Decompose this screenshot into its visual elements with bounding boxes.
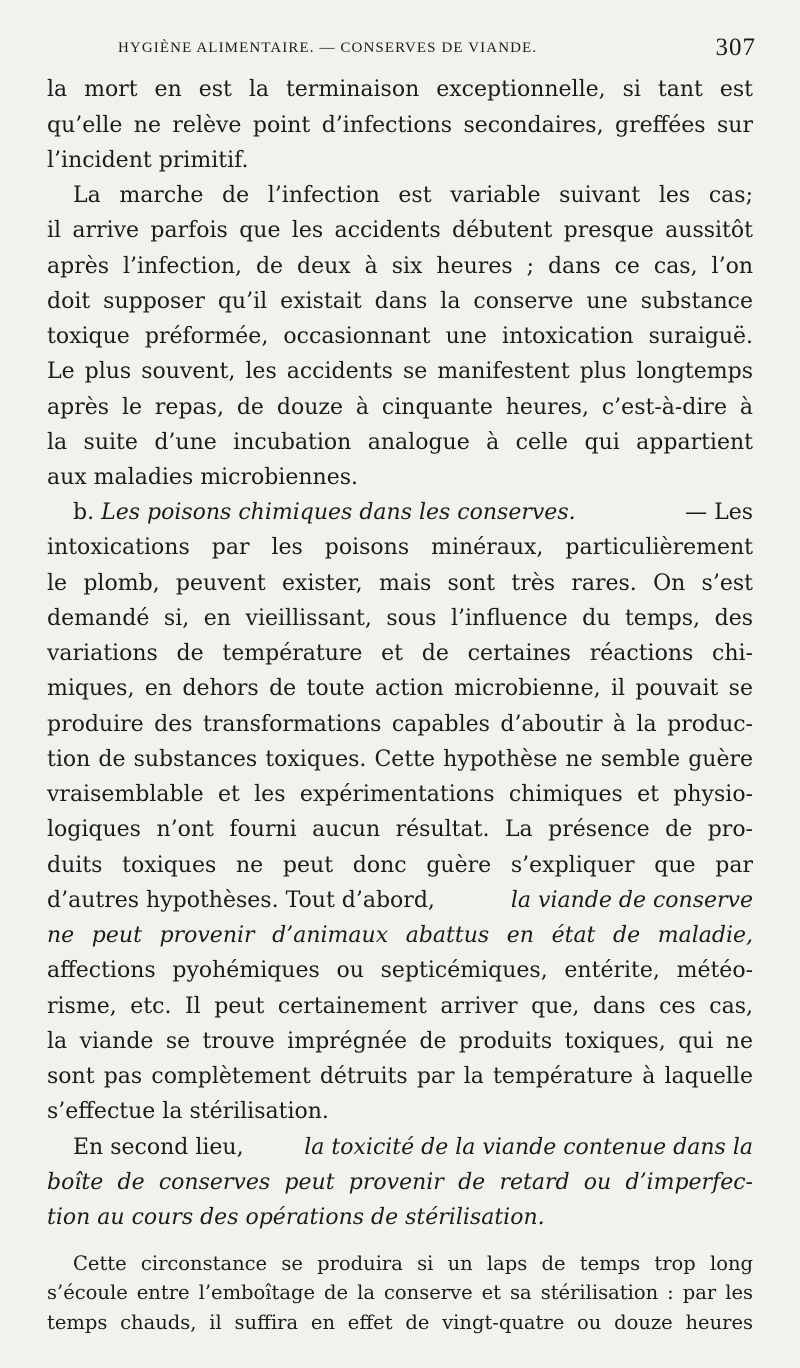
text-line: toxique préformée, occasionnant une intoxication suraiguë. bbox=[47, 324, 753, 349]
text-line: s’effectue la stérilisation. bbox=[47, 1099, 329, 1124]
text-line: après le repas, de douze à cinquante heures, c’est-à-dire à bbox=[47, 395, 753, 420]
text-line: la mort en est la terminaison exceptionnelle, si tant est bbox=[47, 77, 753, 102]
section-letter: b. bbox=[73, 500, 102, 525]
text-line: sont pas complètement détruits par la température à laquelle bbox=[47, 1064, 753, 1089]
section-title: Les poisons chimiques dans les conserves. bbox=[101, 500, 576, 525]
text-line: demandé si, en vieillissant, sous l’influence du temps, des bbox=[47, 606, 753, 631]
text-line: doit supposer qu’il existait dans la conserve une substance bbox=[47, 289, 753, 314]
text-line-mixed bbox=[47, 1137, 753, 1159]
text-run: d’autres hypothèses. Tout d’abord, bbox=[47, 888, 442, 913]
text-line: miques, en dehors de toute action microbienne, il pouvait se bbox=[47, 676, 753, 701]
text-line: variations de température et de certaines réactions chi- bbox=[47, 641, 753, 666]
text-line: qu’elle ne relève point d’infections secondaires, greffées sur bbox=[47, 113, 753, 138]
text-line: intoxications par les poisons minéraux, particulièrement bbox=[47, 535, 753, 560]
text-line: Le plus souvent, les accidents se manifestent plus longtemps bbox=[47, 359, 753, 384]
text-line: produire des transformations capables d’aboutir à la produc- bbox=[47, 712, 753, 737]
text-line: risme, etc. Il peut certainement arriver que, dans ces cas, bbox=[47, 994, 753, 1019]
small-text-line: s’écoule entre l’emboîtage de la conserve et sa stérilisation : par les bbox=[47, 1281, 753, 1304]
text-line-italic: ne peut provenir d’animaux abattus en état de maladie, bbox=[47, 923, 753, 948]
text-line: La marche de l’infection est variable suivant les cas; bbox=[73, 183, 753, 208]
text-line: vraisemblable et les expérimentations chimiques et physio- bbox=[47, 782, 753, 807]
text-line: duits toxiques ne peut donc guère s’expliquer que par bbox=[47, 853, 753, 878]
text-line: après l’infection, de deux à six heures ; dans ce cas, l’on bbox=[47, 254, 753, 279]
text-line-mixed bbox=[47, 890, 753, 912]
text-line: la viande se trouve imprégnée de produits toxiques, qui ne bbox=[47, 1029, 753, 1054]
text-line: tion de substances toxiques. Cette hypothèse ne semble guère bbox=[47, 747, 753, 772]
text-line: aux maladies microbiennes. bbox=[47, 465, 358, 490]
text-line-italic: boîte de conserves peut provenir de retard ou d’imperfec- bbox=[47, 1170, 753, 1195]
text-line-italic: tion au cours des opérations de stérilisation. bbox=[47, 1205, 545, 1230]
section-heading-line bbox=[47, 502, 753, 524]
small-text-line: temps chauds, il suffira en effet de vingt-quatre ou douze heures bbox=[47, 1311, 753, 1334]
text-line: affections pyohémiques ou septicémiques, entérite, météo- bbox=[47, 958, 753, 983]
text-line: logiques n’ont fourni aucun résultat. La présence de pro- bbox=[47, 817, 753, 842]
text-line: le plomb, peuvent exister, mais sont très rares. On s’est bbox=[47, 571, 753, 596]
page-number: 307 bbox=[715, 34, 756, 61]
small-text-line: Cette circonstance se produira si un laps de temps trop long bbox=[73, 1252, 753, 1275]
text-run-italic: la viande de conserve bbox=[510, 888, 753, 913]
text-line: il arrive parfois que les accidents débutent presque aussitôt bbox=[47, 218, 753, 243]
text-line: la suite d’une incubation analogue à celle qui appartient bbox=[47, 430, 753, 455]
section-lead: — Les bbox=[678, 500, 753, 525]
running-head: HYGIÈNE ALIMENTAIRE. — CONSERVES DE VIANDE. bbox=[118, 39, 538, 56]
page-header bbox=[118, 28, 756, 68]
text-run-italic: la toxicité de la viande contenue dans la bbox=[304, 1135, 753, 1160]
text-line: l’incident primitif. bbox=[47, 148, 249, 173]
text-run: En second lieu, bbox=[73, 1135, 251, 1160]
